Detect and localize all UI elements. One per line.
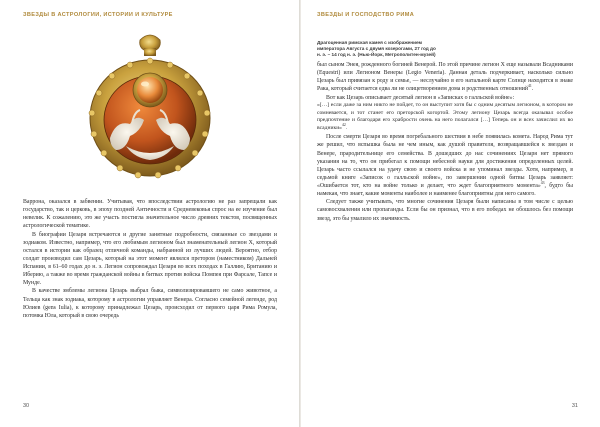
paragraph: В биографии Цезаря встречаются и другие занятные подробности, связанные со звездами и зодиаком. Известно, например, что его любимым легионом был знаменательный легион X, который остался в истории как образец отличной команды, набранной из лучших людей. Вероятно, отбор солдат производил сам Цезарь, который на этот момент являлся претором (наместником) Дальней Испании, в 61–60 годах до н. э. Легион сопровождал Цезаря во всех походах в Галлию, Британию и Иберию, а также во время гражданской войны в битвах против войска Помпея при Фарсале, Тапсе и Мунде. <box>23 231 277 287</box>
right-page <box>301 0 600 427</box>
paragraph: В качестве эмблемы легиона Цезарь выбрал быка, символизировавшего не само животное, а Тельца как знак зодиака, которому в астрологии управляет Венера. Согласно семейной легенде, род Юлиев (gens Iulia), к которому принадлежал Цезарь, происходил от первого царя Рима Ромула, потомка Юла, который в свою очередь <box>23 288 277 319</box>
footnote-ref: 43 <box>540 181 545 186</box>
paragraph: Вот как Цезарь описывает десятый легион в «Записках о галльской войне»: <box>326 94 515 101</box>
quote-text: «[…] если даже за ним никто не пойдет, то он выступит хотя бы с одним десятым легионом, в котором не сомневается, и тот станет его преторской когортой. Этому легиону Цезарь всегда оказывал особое предпочтение и благодаря его храбрости очень на него полагался […] Теперь он и всех зачислил их во всадники» <box>317 101 573 132</box>
paragraph: Следует также учитывать, что многие сочинения Цезаря были написаны в том числе с целью самовосхваления или пропаганды. Если бы он признал, что в его победах не обошлось без помощи звезд, это бы умалило их значимость. <box>317 199 573 222</box>
paragraph <box>317 133 573 198</box>
paragraph-text: был сыном Энея, рожденного богиней Венерой. По этой причине легион X еще называли Всадниками (Equestri) или Легионом Венеры (Legio Veneria). Данная деталь подчеркивает, насколько сильно Цезарь был привязан к роду и семье, — неслучайно в его натальной карте Солнце находится в знаке Рака, который считается едва ли не олицетворением дома и родственных отношений <box>317 62 573 93</box>
cameo-image <box>70 28 230 188</box>
left-body-text <box>23 198 277 320</box>
page-number-right: 31 <box>571 403 578 409</box>
left-page <box>0 0 299 427</box>
footnote-ref: 42 <box>341 123 346 128</box>
running-head-left: ЗВЕЗДЫ В АСТРОЛОГИИ, ИСТОРИИ И КУЛЬТУРЕ <box>23 12 173 18</box>
running-head-right: ЗВЕЗДЫ И ГОСПОДСТВО РИМА <box>317 12 415 18</box>
paragraph-text: После смерти Цезаря во время погребального шествия в небе появилась комета. Народ Рима тут же решил, что вспышка была не чем иным, как душой правителя, возвращавшейся к звездам и Венере, прародительнице его семейства. В дошедших до нас сочинениях Цезаря нет прямого указания на то, что он прибегал к помощи небесной науки для достижения определенных целей. Цезарь часто ссылался на удачу свою и своего войска и не упоминал звезды. Хотя, например, в седьмой книге «Записок о галльской войне», по завершении одной битвы Цезарь заявляет: «Ошибается тот, кто на войне только и делает, что ждет благоприятного момента» <box>317 134 573 189</box>
image-caption: Драгоценная римская камея с изображением императора Августа с двумя козерогами, 27 год до н. э. – 14 год н. э. (Нью-Йорк, Метрополитен-музей) <box>317 40 436 57</box>
block-quote: «[…] если даже за ним никто не пойдет, то он выступит хотя бы с одним десятым легионом, в котором не сомневается, и тот станет его преторской когортой. Этому легиону Цезарь всегда оказывал особое предпочтение и благодаря его храбрости очень на него полагался […] Теперь он и всех зачислил их во всадники»$^{42}$. <box>317 101 573 132</box>
paragraph-text: , будто бы намекая, что знает, какие моменты наиболее и наименее благоприятны для него самого. <box>317 183 573 198</box>
paragraph: Варрона, оказался в забвении. Учитывая, что впоследствии астрологию не раз запрещали как государство, так и церковь, в эпоху поздней Античности и Средневековья спрос на ее изучение был невелик. К сожалению, это же участь постигла значительное число древних текстов, посвященных астрологической тематике. <box>23 199 277 230</box>
page-number-left: 30 <box>23 403 30 409</box>
right-body-text <box>317 61 573 223</box>
paragraph: был сыном Энея, рожденного богиней Венерой. По этой причине легион X еще называли Всадниками (Equestri) или Легионом Венеры (Legio Veneria). Данная деталь подчеркивает, насколько сильно Цезарь был привязан к роду и семье, — неслучайно в его натальной карте Солнце находится в знаке Рака, который считается едва ли не олицетворением дома и родственных отношений$^{41}$. <box>317 62 573 93</box>
footnote-ref: 41 <box>527 84 532 89</box>
